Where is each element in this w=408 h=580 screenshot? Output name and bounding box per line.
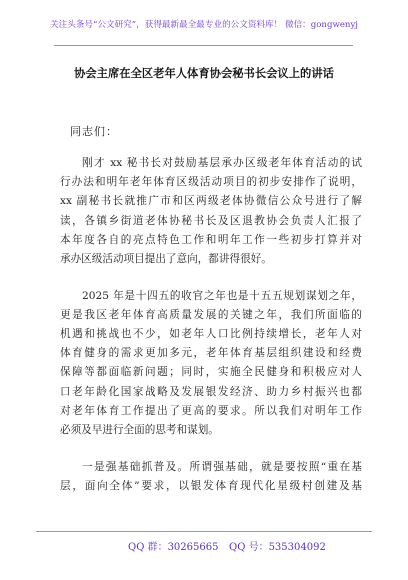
paragraph-line: 行办法和明年老年体育区级活动项目的初步安排作了说明， (60, 176, 362, 189)
paragraph-line: 必须及早进行全面的思考和谋划。 (60, 423, 219, 436)
paragraph-line: 2025 年是十四五的收官之年也是十五五规划谋划之年， (82, 289, 362, 302)
paragraph-line: 保障等都面临新问题；同时，实施全民健身和积极应对人 (60, 366, 362, 379)
paragraph-line: 体育健身的需求更加多元，老年体育基层组织建设和经费 (60, 347, 362, 360)
paragraph-line: 刚才 xx 秘书长对鼓励基层承办区级老年体育活动的试 (82, 157, 362, 169)
paragraph-line: 更是我区老年体育高质量发展的关键之年，我们所面临的 (60, 308, 362, 321)
body-text (60, 154, 362, 514)
paragraph-line: 一是强基础抓普及。所谓强基础，就是要按照“重在基 (82, 460, 362, 473)
paragraph-line: 承办区级活动项目提出了意向，都讲得很好。 (60, 252, 272, 265)
qq-number: QQ 号：535304092 (229, 542, 326, 553)
paragraph-line: 读，各镇乡街道老体协秘书长及区退教协会负责人汇报了 (60, 214, 362, 227)
paragraph-line: xx 副秘书长就推广市和区两级老体协微信公众号进行了解 (60, 195, 362, 208)
document-title: 协会主席在全区老年人体育协会秘书长会议上的讲话 (74, 66, 334, 80)
footer-contact (0, 539, 408, 557)
header-divider (54, 45, 353, 46)
paragraph-3 (60, 458, 362, 496)
paragraph-line: 机遇和挑战也不少，如老年人口比例持续增长，老年人对 (60, 328, 362, 340)
paragraph-line: 层，面向全体”要求，以银发体育现代化星级村创建及基 (60, 479, 362, 492)
paragraph-1 (60, 154, 362, 269)
paragraph-line: 本年度各自的亮点特色工作和明年工作一些初步打算并对 (60, 233, 362, 246)
paragraph-2 (60, 287, 362, 441)
paragraph-line: 对老年体育工作提出了更高的要求。所以我们对明年工作 (60, 404, 362, 417)
header-promo-note: 关注头条号“公文研究”，获得最新最全最专业的公文资料库！ 微信：gongwenyj (50, 20, 358, 30)
qq-group-number: QQ 群：30265665 (128, 542, 219, 553)
salutation: 同志们： (70, 125, 118, 138)
paragraph-line: 口老年龄化国家战略及发展银发经济、助力乡村振兴也都 (60, 385, 362, 398)
footer-divider (36, 531, 372, 532)
